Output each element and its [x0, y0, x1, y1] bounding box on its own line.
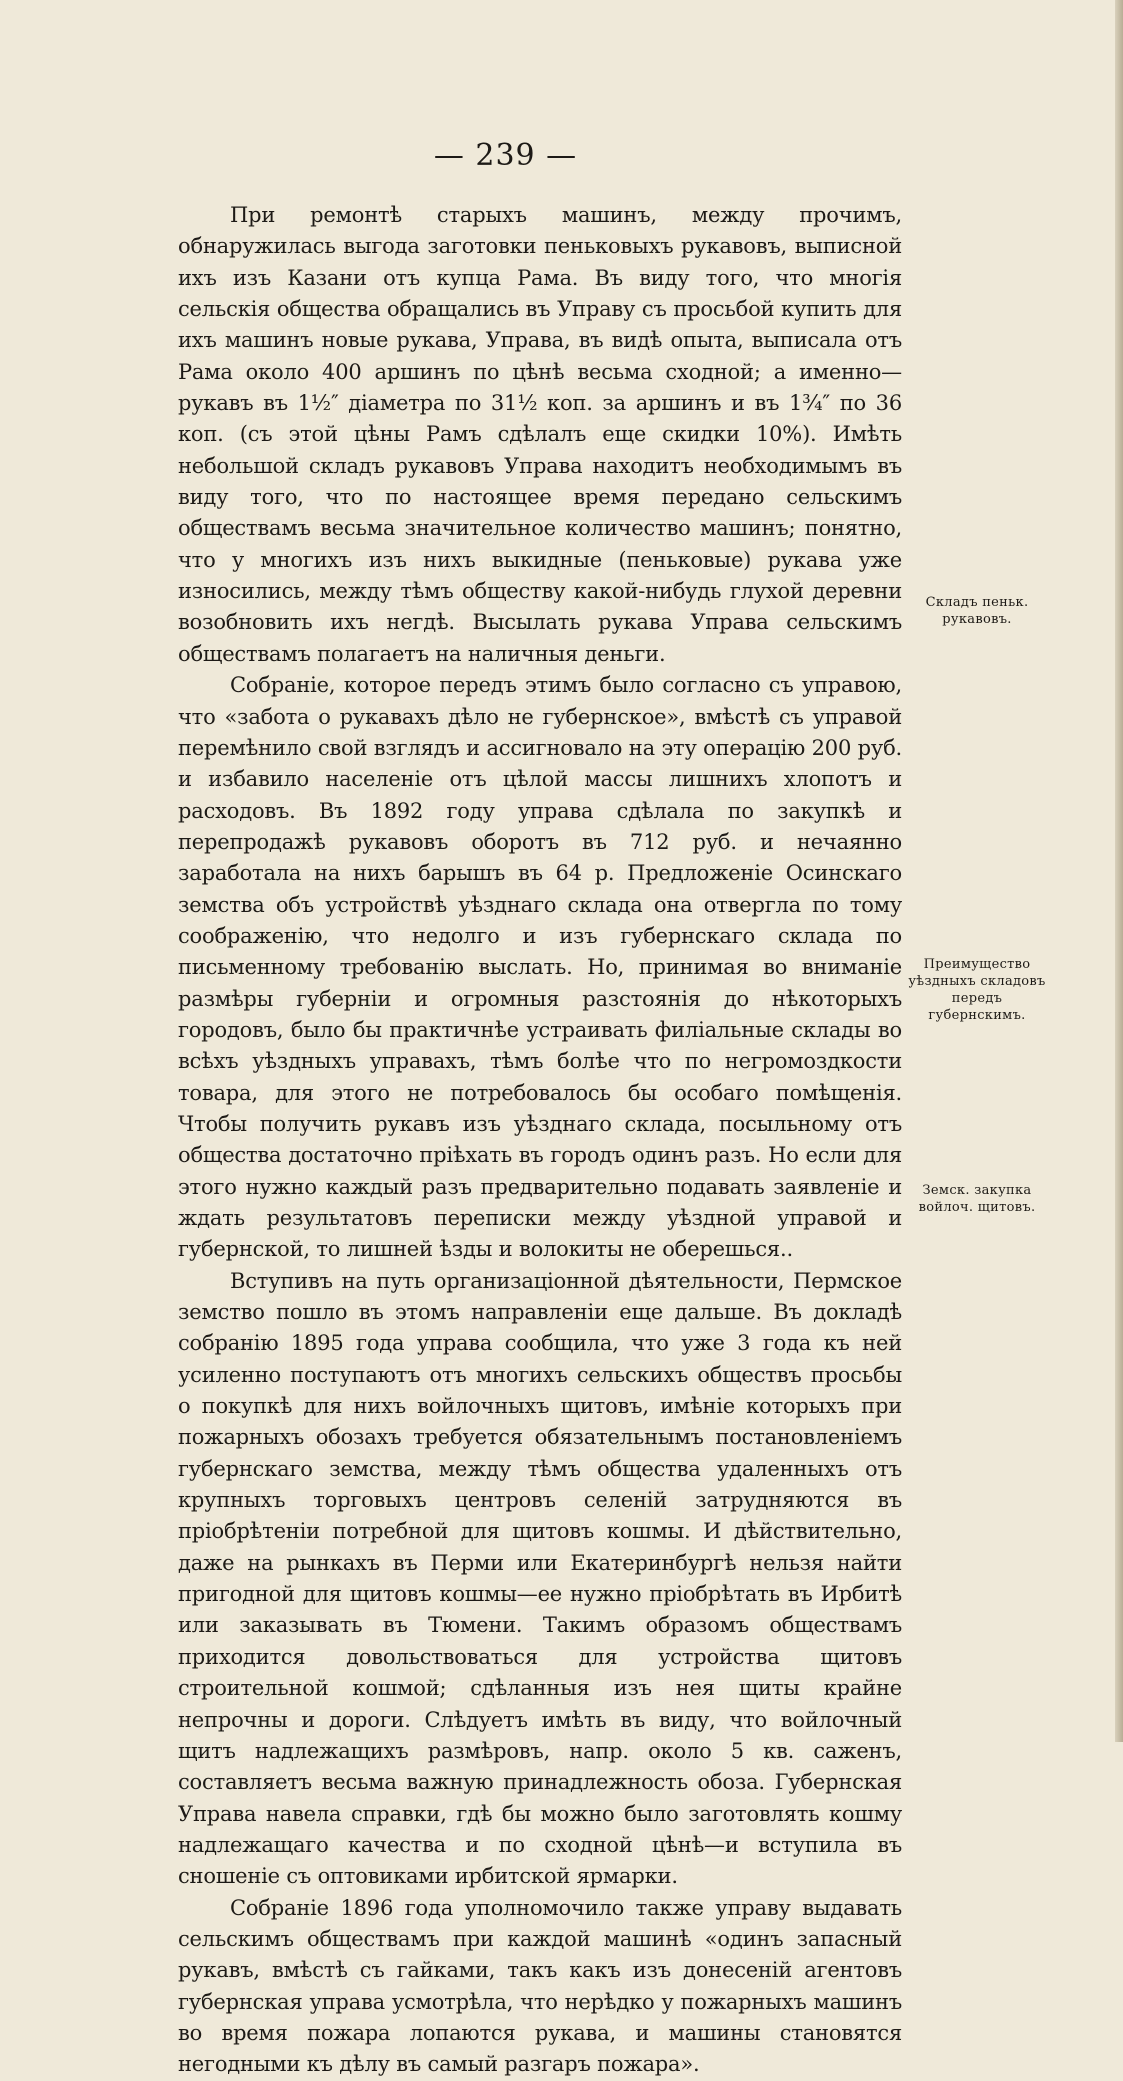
page-number: — 239 —	[433, 138, 578, 173]
side-note-hemp-hose-store: Складъ пеньк. рукавовъ.	[925, 595, 1029, 627]
side-note-district-stores: Преимущество уѣздныхъ складовъ передъ губернскимъ.	[908, 957, 1046, 1023]
paragraph-1: При ремонтѣ старыхъ машинъ, между прочимъ, обнаружилась выгода заготовки пеньковыхъ рукавовъ, выписной ихъ изъ Казани отъ купца Рама. Въ виду того, что многія сельскія общества обращались въ Управу съ просьбой купить для ихъ машинъ новые рукава, Управа, въ видѣ опыта, выписала отъ Рама около 400 аршинъ по цѣнѣ весьма сходной; а именно—рукавъ въ 1½″ діаметра по 31½ коп. за аршинъ и въ 1¾″ по 36 коп. (съ этой цѣны Рамъ сдѣлалъ еще скидки 10%). Имѣть небольшой складъ рукавовъ Управа находитъ необходимымъ въ виду того, что по настоящее время передано сельскимъ обществамъ весьма значительное количество машинъ; понятно, что у многихъ изъ нихъ выкидные (пеньковые) рукава уже износились, между тѣмъ обществу какой-нибудь глухой деревни возобновить ихъ негдѣ. Высылать рукава Управа сельскимъ обществамъ полагаетъ на наличныя деньги.	[178, 203, 902, 666]
body-text	[178, 200, 902, 2081]
paragraph-3: Вступивъ на путь организаціонной дѣятельности, Пермское земство пошло въ этомъ направленіи еще дальше. Въ докладѣ собранію 1895 года управа сообщила, что уже 3 года къ ней усиленно поступаютъ отъ многихъ сельскихъ обществъ просьбы о покупкѣ для нихъ войлочныхъ щитовъ, имѣніе которыхъ при пожарныхъ обозахъ требуется обязательнымъ постановленіемъ губернскаго земства, между тѣмъ общества удаленныхъ отъ крупныхъ торговыхъ центровъ селеній затрудняются въ пріобрѣтеніи потребной для щитовъ кошмы. И дѣйствительно, даже на рынкахъ въ Перми или Екатеринбургѣ нельзя найти пригодной для щитовъ кошмы—ее нужно пріобрѣтать въ Ирбитѣ или заказывать въ Тюмени. Такимъ образомъ обществамъ приходится довольствоваться для устройства щитовъ строительной кошмой; сдѣланныя изъ нея щиты крайне непрочны и дороги. Слѣдуетъ имѣть въ виду, что войлочный щитъ надлежащихъ размѣровъ, напр. около 5 кв. саженъ, составляетъ весьма важную принадлежность обоза. Губернская Управа навела справки, гдѣ бы можно было заготовлять кошму надлежащаго качества и по сходной цѣнѣ—и вступила въ сношеніе съ оптовиками ирбитской ярмарки.	[178, 1268, 902, 1889]
scan-edge	[1115, 0, 1123, 1742]
paragraph-4: Собраніе 1896 года уполномочило также управу выдавать сельскимъ обществамъ при каждой машинѣ «одинъ запасный рукавъ, вмѣстѣ съ гайками, такъ какъ изъ донесеній агентовъ губернская управа усмотрѣла, что нерѣдко у пожарныхъ машинъ во время пожара лопаются рукава, и машины становятся негодными къ дѣлу въ самый разгаръ пожара».	[178, 1895, 902, 2077]
paragraph-2: Собраніе, которое передъ этимъ было согласно съ управою, что «забота о рукавахъ дѣло не губернское», вмѣстѣ съ управой перемѣнило свой взглядъ и ассигновало на эту операцію 200 руб. и избавило населеніе отъ цѣлой массы лишнихъ хлопотъ и расходовъ. Въ 1892 году управа сдѣлала по закупкѣ и перепродажѣ рукавовъ оборотъ въ 712 руб. и нечаянно заработала на нихъ барышъ въ 64 р. Предложеніе Осинскаго земства объ устройствѣ уѣзднаго склада она отвергла по тому соображенію, что недолго и изъ губернскаго склада по письменному требованію выслать. Но, принимая во вниманіе размѣры губерніи и огромныя разстоянія до нѣкоторыхъ городовъ, было бы практичнѣе устраивать филіальные склады во всѣхъ уѣздныхъ управахъ, тѣмъ болѣе что по негромоздкости товара, для этого не потребовалось бы особаго помѣщенія. Чтобы получить рукавъ изъ уѣзднаго склада, посыльному отъ общества достаточно пріѣхать въ городъ одинъ разъ. Но если для этого нужно каждый разъ предварительно подавать заявленіе и ждать результатовъ переписки между уѣздной управой и губернской, то лишней ѣзды и волокиты не оберешься..	[178, 673, 902, 1262]
side-note-felt-shields: Земск. закупка войлоч. щитовъ.	[918, 1183, 1036, 1215]
